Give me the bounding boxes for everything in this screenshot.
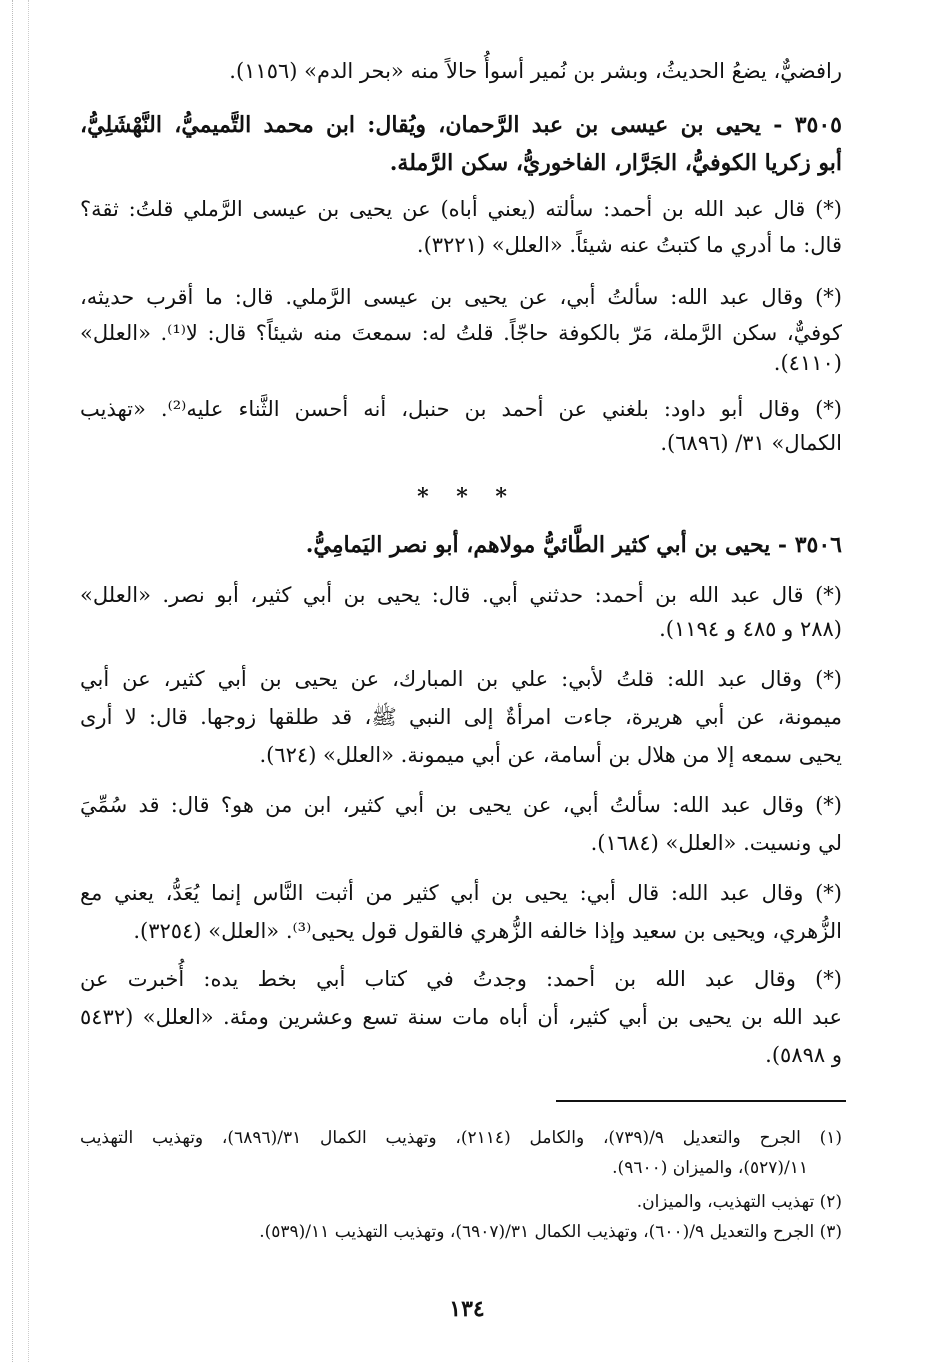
text-line: (*) قال عبد الله بن أحمد: سألته (يعني أباه) عن يحيى بن عيسى الرَّملي قلتُ: ثقة؟ <box>80 197 842 221</box>
text-line: الكمال» ٣١/ (٦٨٩٦). <box>660 431 842 455</box>
text-line: يحيى سمعه إلا من هلال بن أسامة، عن أبي ميمونة. «العلل» (٦٢٤). <box>259 743 842 767</box>
footnote-1-cont: ١١/(٥٢٧)، والميزان (٩٦٠٠). <box>612 1158 808 1178</box>
footnote-rule <box>556 1100 846 1102</box>
text-line: (*) وقال عبد الله: سألتُ أبي، عن يحيى بن أبي كثير، ابن من هو؟ قال: قد سُمِّيَ <box>80 793 842 817</box>
text-line: (*) قال عبد الله بن أحمد: حدثني أبي. قال: يحيى بن أبي كثير، أبو نصر. «العلل» <box>80 583 842 607</box>
text-line: (*) وقال عبد الله: قال أبي: يحيى بن أبي كثير من أثبت النَّاس إنما يُعَدُّ، يعني مع <box>80 881 842 905</box>
scan-edge-line-inner <box>28 0 29 1362</box>
entry-heading-3505-cont: أبو زكريا الكوفيُّ، الجَرَّار، الفاخوريُّ، سكن الرَّملة. <box>389 150 842 176</box>
footnote-3: (٣) الجرح والتعديل ٩/(٦٠٠)، وتهذيب الكمال ٣١/(٦٩٠٧)، وتهذيب التهذيب ١١/(٥٣٩). <box>259 1222 842 1242</box>
text-line: و ٥٨٩٨). <box>765 1043 842 1067</box>
text-line: عبد الله بن يحيى بن أبي كثير، أن أباه مات سنة تسع وعشرين ومئة. «العلل» (٥٤٣٢ <box>80 1005 842 1029</box>
text-line: لي ونسيت. «العلل» (١٦٨٤). <box>590 831 842 855</box>
text-line: ميمونة، عن أبي هريرة، جاءت امرأةٌ إلى النبي ﷺ، قد طلقها زوجها. قال: لا أرى <box>80 705 842 729</box>
page-number: ١٣٤ <box>449 1296 485 1322</box>
text-line: قال: ما أدري ما كتبتُ عنه شيئاً. «العلل» (٣٢٢١). <box>416 233 842 257</box>
scan-edge-line <box>12 0 13 1362</box>
footnote-1: (١) الجرح والتعديل ٩/(٧٣٩)، والكامل (٢١١٤)، وتهذيب الكمال ٣١/(٦٨٩٦)، وتهذيب التهذيب <box>80 1128 843 1148</box>
text-line: (٤١١٠). <box>773 351 842 375</box>
text-line: (*) وقال أبو داود: بلغني عن أحمد بن حنبل، أنه أحسن الثَّناء عليه⁽²⁾. «تهذيب <box>80 397 842 421</box>
text-line: رافضيٌّ، يضعُ الحديثُ، وبشر بن نُمير أسوأُ حالاً منه «بحر الدم» (١١٥٦). <box>229 59 842 83</box>
text-line: (*) وقال عبد الله: سألتُ أبي، عن يحيى بن عيسى الرَّملي. قال: ما أقرب حديثه، <box>80 285 842 309</box>
text-line: (٢٨٨ و ٤٨٥ و ١١٩٤). <box>659 617 842 641</box>
text-line: (*) وقال عبد الله بن أحمد: وجدتُ في كتاب أبي بخط يده: أُخبرت عن <box>80 967 842 991</box>
footnote-2: (٢) تهذيب التهذيب، والميزان. <box>636 1192 842 1212</box>
text-line: (*) وقال عبد الله: قلتُ لأبي: علي بن المبارك، عن يحيى بن أبي كثير، عن أبي <box>80 667 842 691</box>
entry-heading-3505: ٣٥٠٥ - يحيى بن عيسى بن عبد الرَّحمان، ويُقال: ابن محمد التَّميميُّ، النَّهْشَلِيُّ، <box>80 112 842 138</box>
text-line: كوفيٌّ، سكن الرَّملة، مَرّ بالكوفة حاجّاً. قلتُ له: سمعتَ منه شيئاً؟ قال: لا⁽¹⁾. «العلل» <box>80 321 842 345</box>
entry-heading-3506: ٣٥٠٦ - يحيى بن أبي كثير الطَّائيُّ مولاهم، أبو نصر اليَمامِيُّ. <box>305 532 842 558</box>
text-line: الزُّهري، ويحيى بن سعيد وإذا خالفه الزُّهري فالقول قول يحيى⁽³⁾. «العلل» (٣٢٥٤). <box>133 919 842 943</box>
section-separator: * * * <box>417 484 517 510</box>
